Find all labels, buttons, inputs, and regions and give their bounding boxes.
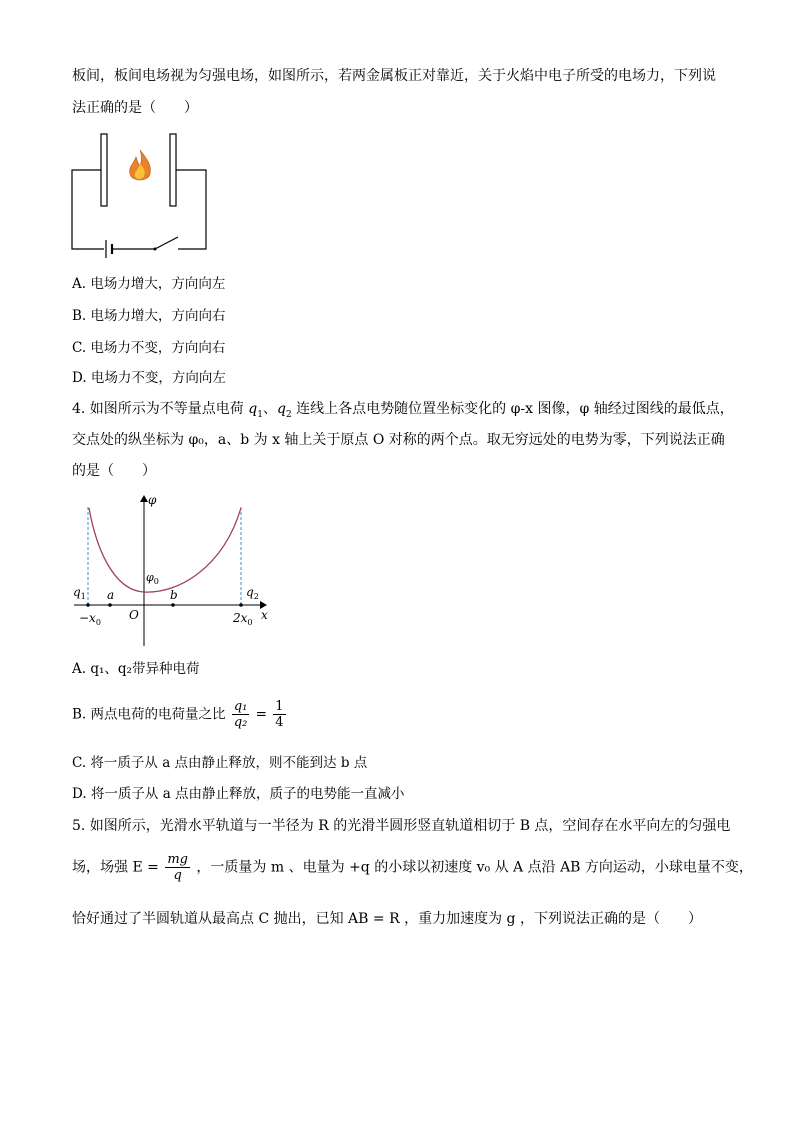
q4-option-b	[72, 699, 288, 730]
q3-stem-line2: 法正确的是（ ）	[72, 100, 198, 116]
q3-option-a: A. 电场力增大，方向向左	[72, 276, 226, 292]
phi-x-graph	[68, 488, 278, 653]
q2-label	[246, 585, 259, 601]
q4-option-b-fraction	[232, 699, 250, 730]
q5-stem-line3: 恰好通过了半圆轨道从最高点 C 抛出，已知 AB = R ，重力加速度为 g ，下列说法正确的是（ ）	[72, 911, 702, 927]
q5-field-fraction	[165, 852, 190, 883]
q1-label-main: q	[73, 585, 81, 599]
two-x0-label	[232, 611, 253, 627]
neg-x0-label-sub: 0	[95, 618, 101, 627]
q3-option-b: B. 电场力增大，方向向右	[72, 308, 226, 324]
q4-option-b-ratio-den: 4	[275, 715, 284, 730]
a-label: a	[107, 588, 115, 602]
q1-label-sub: 1	[80, 592, 86, 601]
q4-option-b-eq: =	[255, 706, 267, 723]
point-q2	[239, 603, 243, 607]
q4-option-b-ratio	[273, 699, 285, 730]
origin-label: O	[129, 608, 139, 622]
q4-q1-sub: 1	[257, 409, 263, 420]
q4-option-a: A. q₁、q₂带异种电荷	[72, 661, 200, 677]
q5-field-den: q	[173, 868, 182, 883]
q4-stem-line1-a: 4. 如图所示为不等量点电荷	[72, 401, 249, 417]
neg-x0-label-main: −x	[79, 611, 96, 625]
point-b	[171, 603, 175, 607]
q3-option-c: C. 电场力不变，方向向右	[72, 340, 226, 356]
two-x0-label-sub: 0	[247, 618, 253, 627]
right-plate	[170, 134, 176, 206]
q5-field-num: mg	[167, 852, 188, 867]
q3-option-d: D. 电场力不变，方向向左	[72, 370, 226, 386]
q5-line2-post: ，一质量为 m 、电量为 +q 的小球以初速度 v₀ 从 A 点沿 AB 方向运动，小球电量不变，	[196, 859, 753, 876]
q1-label	[73, 585, 86, 601]
q3-stem-line1: 板间，板间电场视为匀强电场，如图所示，若两金属板正对靠近，关于火焰中电子所受的电场力，下列说	[72, 68, 716, 84]
point-q1	[86, 603, 90, 607]
q4-q2: q	[276, 401, 286, 417]
q4-option-b-num: q₁	[233, 699, 248, 714]
q4-sep: 、	[262, 401, 277, 417]
q5-stem-line2	[72, 852, 753, 883]
q4-option-b-den: q₂	[233, 715, 248, 730]
x-axis-label: x	[261, 608, 268, 622]
neg-x0-label	[79, 611, 101, 627]
q5-line2-pre: 场，场强 E =	[72, 859, 159, 876]
q5-stem-line1: 5. 如图所示，光滑水平轨道与一半径为 R 的光滑半圆形竖直轨道相切于 B 点，空间存在水平向左的匀强电	[72, 818, 731, 834]
q4-stem-line1-b: 连线上各点电势随位置坐标变化的 φ-x 图像，φ 轴经过图线的最低点，	[291, 401, 734, 417]
q4-option-d: D. 将一质子从 a 点由静止释放，质子的电势能一直减小	[72, 786, 405, 802]
switch-lever	[155, 237, 178, 249]
q4-option-b-text: B. 两点电荷的电荷量之比	[72, 706, 226, 723]
phi0-label-main: φ	[146, 571, 154, 584]
capacitor-circuit-diagram	[68, 130, 213, 260]
phi-axis-label: φ	[148, 493, 157, 507]
right-wire	[176, 170, 206, 249]
q4-stem-line2: 交点处的纵坐标为 φ₀，a、b 为 x 轴上关于原点 O 对称的两个点。取无穷远处的电势为零，下列说法正确	[72, 432, 725, 448]
q4-option-c: C. 将一质子从 a 点由静止释放，则不能到达 b 点	[72, 755, 368, 771]
q4-option-b-ratio-num: 1	[275, 699, 284, 714]
q4-q2-sub: 2	[285, 409, 292, 420]
left-wire	[72, 170, 104, 249]
left-plate	[101, 134, 107, 206]
potential-curve	[89, 508, 241, 592]
point-a	[108, 603, 112, 607]
phi0-label-sub: 0	[153, 577, 159, 586]
q2-label-sub: 2	[253, 592, 259, 601]
q4-stem-line3: 的是（ ）	[72, 463, 156, 479]
two-x0-label-main: 2x	[233, 611, 248, 625]
phi0-label	[146, 571, 159, 586]
q4-q1: q	[248, 401, 258, 417]
q4-stem-line1	[72, 399, 734, 425]
b-label: b	[170, 588, 178, 602]
q2-label-main: q	[246, 585, 254, 599]
